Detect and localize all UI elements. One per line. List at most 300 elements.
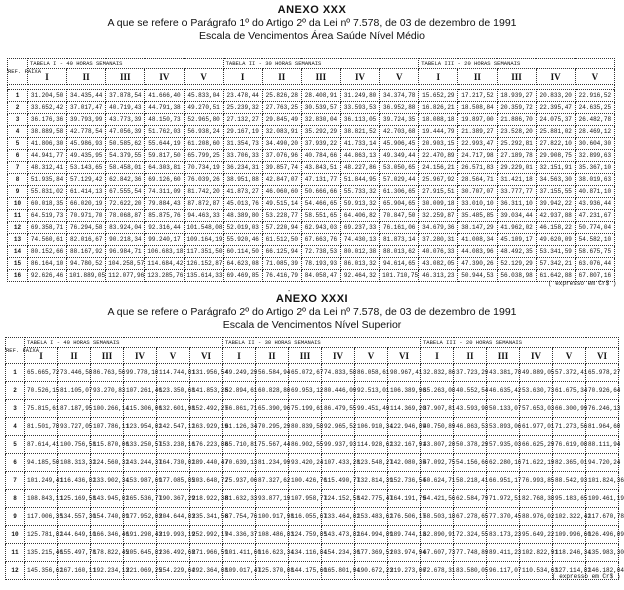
salary-cell: 49.515,14 bbox=[262, 198, 301, 210]
salary-cell: 80.839,58 bbox=[289, 418, 322, 436]
salary-cell: 61.642,88 bbox=[536, 270, 575, 282]
salary-cell: 133.902,34 bbox=[91, 472, 124, 490]
table-row bbox=[8, 90, 615, 102]
salary-cell: 135.614,33 bbox=[184, 270, 223, 282]
salary-cell: 67.807,16 bbox=[575, 270, 614, 282]
salary-cell: 45.833,04 bbox=[184, 90, 223, 102]
column-header: V bbox=[553, 348, 586, 364]
salary-cell: 72.678,31 bbox=[421, 562, 454, 580]
salary-cell: 114.928,62 bbox=[355, 436, 388, 454]
salary-cell: 98.967,41 bbox=[388, 364, 421, 382]
salary-cell: 93.270,83 bbox=[91, 382, 124, 400]
salary-cell: 50.666,66 bbox=[301, 186, 340, 198]
salary-cell: 48.492,35 bbox=[497, 246, 536, 258]
salary-cell: 143.945,02 bbox=[91, 490, 124, 508]
salary-cell: 34.563,30 bbox=[536, 174, 575, 186]
salary-cell: 65.799,25 bbox=[184, 150, 223, 162]
annex-scale: Escala de Vencimentos Nível Superior bbox=[222, 319, 402, 331]
salary-cell: 27.132,27 bbox=[223, 114, 262, 126]
salary-cell: 154.234,36 bbox=[322, 544, 355, 562]
salary-cell: 165.801,94 bbox=[322, 562, 355, 580]
salary-cell: 71.273,56 bbox=[553, 418, 586, 436]
salary-cell: 66.951,17 bbox=[487, 472, 520, 490]
ref-faixa-header: REF. FAIXA bbox=[8, 59, 28, 85]
salary-cell: 116.055,67 bbox=[289, 508, 322, 526]
salary-cell: 63.076,44 bbox=[575, 258, 614, 270]
salary-cell: 69.237,33 bbox=[341, 222, 380, 234]
salary-cell: 94.336,37 bbox=[223, 526, 256, 544]
salary-cell: 18.508,84 bbox=[458, 102, 497, 114]
salary-cell: 235.341,56 bbox=[190, 508, 223, 526]
salary-cell: 40.871,10 bbox=[575, 186, 614, 198]
level-cell: 10 bbox=[6, 526, 25, 544]
column-header: III bbox=[497, 69, 536, 85]
salary-table-annex-xxxi bbox=[5, 337, 624, 580]
level-cell: 6 bbox=[8, 150, 28, 162]
salary-cell: 48.227,86 bbox=[341, 162, 380, 174]
salary-cell: 95.649,22 bbox=[520, 526, 553, 544]
salary-cell: 80.152,66 bbox=[28, 246, 67, 258]
salary-cell: 74.311,09 bbox=[145, 186, 184, 198]
salary-cell: 100.917,98 bbox=[256, 508, 289, 526]
salary-cell: 94.185,50 bbox=[25, 454, 58, 472]
salary-cell: 92.626,46 bbox=[28, 270, 67, 282]
salary-cell: 33.706,33 bbox=[223, 150, 262, 162]
salary-cell: 37.878,54 bbox=[106, 90, 145, 102]
salary-cell: 61.512,50 bbox=[262, 234, 301, 246]
salary-cell: 32.830,04 bbox=[301, 114, 340, 126]
salary-cell: 204.644,83 bbox=[157, 508, 190, 526]
table-row bbox=[6, 490, 619, 508]
salary-cell: 35.367,10 bbox=[575, 162, 614, 174]
level-cell: 7 bbox=[8, 162, 28, 174]
salary-cell: 37.907,81 bbox=[421, 400, 454, 418]
salary-cell: 92.965,52 bbox=[322, 418, 355, 436]
table-row bbox=[8, 222, 615, 234]
salary-cell: 23.528,20 bbox=[497, 126, 536, 138]
salary-cell: 36.176,36 bbox=[28, 114, 67, 126]
level-cell: 4 bbox=[6, 418, 25, 436]
salary-cell: 81.234,99 bbox=[256, 454, 289, 472]
salary-cell: 108.313,32 bbox=[58, 454, 91, 472]
table-row bbox=[8, 126, 615, 138]
table-row bbox=[6, 382, 619, 400]
level-cell: 7 bbox=[6, 472, 25, 490]
table-row bbox=[8, 150, 615, 162]
salary-cell: 99.937,93 bbox=[322, 436, 355, 454]
salary-cell: 101.411,60 bbox=[223, 544, 256, 562]
salary-cell: 43.807,20 bbox=[421, 436, 454, 454]
salary-cell: 56.038,98 bbox=[497, 270, 536, 282]
salary-cell: 62.890,91 bbox=[421, 526, 454, 544]
salary-cell: 53.893,06 bbox=[487, 418, 520, 436]
salary-cell: 79.884,43 bbox=[145, 198, 184, 210]
salary-cell: 86.763,56 bbox=[91, 364, 124, 382]
salary-cell: 31.204,50 bbox=[28, 90, 67, 102]
salary-cell: 25.881,02 bbox=[536, 126, 575, 138]
table-row bbox=[6, 526, 619, 544]
salary-cell: 221.069,25 bbox=[124, 562, 157, 580]
salary-cell: 83.173,23 bbox=[487, 526, 520, 544]
salary-cell: 88.976,02 bbox=[520, 508, 553, 526]
ref-faixa-header: REF. FAIXA bbox=[6, 338, 25, 364]
salary-cell: 45.013,76 bbox=[223, 198, 262, 210]
salary-cell: 25.292,81 bbox=[497, 138, 536, 150]
salary-cell: 24.635,25 bbox=[575, 102, 614, 114]
salary-cell: 47.131,77 bbox=[301, 174, 340, 186]
salary-cell: 72.738,53 bbox=[301, 246, 340, 258]
salary-cell: 127.114,82 bbox=[553, 562, 586, 580]
salary-cell: 189.744,13 bbox=[388, 526, 421, 544]
column-header: I bbox=[223, 69, 262, 85]
table-group-header: TABELA III - 20 HORAS SEMANAIS bbox=[419, 59, 615, 69]
salary-cell: 82.365,01 bbox=[553, 454, 586, 472]
salary-cell: 39.034,44 bbox=[497, 210, 536, 222]
salary-cell: 122.946,89 bbox=[388, 418, 421, 436]
salary-cell: 33.593,53 bbox=[341, 102, 380, 114]
salary-cell: 144.649,10 bbox=[58, 526, 91, 544]
level-cell: 13 bbox=[8, 234, 28, 246]
salary-cell: 76.246,13 bbox=[586, 400, 619, 418]
salary-cell: 94.463,33 bbox=[184, 210, 223, 222]
salary-cell: 40.552,54 bbox=[454, 382, 487, 400]
salary-cell: 44.941,77 bbox=[28, 150, 67, 162]
salary-cell: 27.189,78 bbox=[497, 150, 536, 162]
salary-cell: 53.341,59 bbox=[536, 246, 575, 258]
salary-cell: 43.381,78 bbox=[487, 364, 520, 382]
salary-cell: 44.083,96 bbox=[458, 246, 497, 258]
salary-cell: 67.663,76 bbox=[301, 234, 340, 246]
salary-cell: 32.259,87 bbox=[419, 210, 458, 222]
salary-cell: 36.234,31 bbox=[223, 162, 262, 174]
salary-cell: 34.435,44 bbox=[67, 90, 106, 102]
salary-cell: 45.986,93 bbox=[67, 138, 106, 150]
salary-cell: 177.952,03 bbox=[124, 508, 157, 526]
salary-cell: 101.824,36 bbox=[586, 472, 619, 490]
salary-cell: 47.092,75 bbox=[421, 454, 454, 472]
salary-cell: 64.623,08 bbox=[223, 258, 262, 270]
salary-cell: 189.440,47 bbox=[190, 454, 223, 472]
level-cell: 5 bbox=[6, 436, 25, 454]
salary-cell: 22.470,89 bbox=[419, 150, 458, 162]
annex-scale: Escala de Vencimentos Área Saúde Nível Médio bbox=[199, 30, 425, 42]
salary-cell: 41.962,02 bbox=[497, 222, 536, 234]
currency-note: ( expresso em Cr$ ) bbox=[552, 573, 621, 580]
salary-cell: 100.426,76 bbox=[289, 472, 322, 490]
salary-cell: 176.223,88 bbox=[190, 436, 223, 454]
salary-cell: 41.733,14 bbox=[341, 138, 380, 150]
salary-cell: 39.857,74 bbox=[262, 162, 301, 174]
salary-cell: 70.971,70 bbox=[67, 210, 106, 222]
salary-cell: 167.160,11 bbox=[58, 562, 91, 580]
salary-cell: 116.436,82 bbox=[58, 472, 91, 490]
salary-cell: 27.915,51 bbox=[419, 186, 458, 198]
salary-cell: 142.080,35 bbox=[388, 454, 421, 472]
column-header: II bbox=[256, 348, 289, 364]
salary-cell: 107.261,46 bbox=[124, 382, 157, 400]
table-group-header: TABELA II - 30 HORAS SEMANAIS bbox=[223, 338, 421, 348]
salary-cell: 94.780,52 bbox=[67, 258, 106, 270]
salary-cell: 252.992,17 bbox=[190, 526, 223, 544]
salary-cell: 109.017,47 bbox=[223, 562, 256, 580]
salary-cell: 49.435,95 bbox=[67, 150, 106, 162]
salary-cell: 54.156,66 bbox=[454, 454, 487, 472]
salary-cell: 143.244,37 bbox=[124, 454, 157, 472]
salary-cell: 27.822,10 bbox=[536, 138, 575, 150]
salary-cell: 19.444,79 bbox=[419, 126, 458, 138]
salary-cell: 66.300,99 bbox=[553, 400, 586, 418]
salary-cell: 99.778,10 bbox=[124, 364, 157, 382]
salary-cell: 60.114,50 bbox=[223, 246, 262, 258]
level-cell: 6 bbox=[6, 454, 25, 472]
salary-cell: 61.675,34 bbox=[553, 382, 586, 400]
salary-cell: 24.717,98 bbox=[458, 150, 497, 162]
salary-cell: 37.939,22 bbox=[301, 138, 340, 150]
salary-cell: 75.199,61 bbox=[289, 400, 322, 418]
salary-cell: 18.088,18 bbox=[419, 114, 458, 126]
salary-cell: 81.742,20 bbox=[184, 186, 223, 198]
salary-cell: 87.872,87 bbox=[184, 198, 223, 210]
salary-cell: 153.987,69 bbox=[124, 472, 157, 490]
salary-cell: 82.768,38 bbox=[520, 490, 553, 508]
salary-cell: 86.058,61 bbox=[355, 364, 388, 382]
salary-cell: 109.461,19 bbox=[586, 490, 619, 508]
salary-cell: 81.632,33 bbox=[223, 490, 256, 508]
salary-cell: 25.239,32 bbox=[223, 102, 262, 114]
salary-cell: 41.008,34 bbox=[458, 234, 497, 246]
salary-cell: 49.270,51 bbox=[184, 102, 223, 114]
salary-cell: 92.316,44 bbox=[145, 222, 184, 234]
column-header: II bbox=[67, 69, 106, 85]
column-header: IV bbox=[124, 348, 157, 364]
salary-cell: 46.060,60 bbox=[262, 186, 301, 198]
salary-cell: 39.724,35 bbox=[380, 114, 419, 126]
salary-cell: 116.623,34 bbox=[256, 544, 289, 562]
salary-cell: 133.250,57 bbox=[124, 436, 157, 454]
salary-cell: 92.464,32 bbox=[341, 270, 380, 282]
table-group-header: TABELA III - 20 HORAS SEMANAIS bbox=[421, 338, 619, 348]
salary-cell: 53.630,73 bbox=[520, 382, 553, 400]
salary-cell: 190.367,29 bbox=[157, 490, 190, 508]
salary-cell: 46.635,42 bbox=[487, 382, 520, 400]
salary-cell: 51.762,03 bbox=[145, 126, 184, 138]
salary-cell: 74.430,13 bbox=[341, 234, 380, 246]
salary-cell: 37.017,47 bbox=[67, 102, 106, 114]
salary-cell: 219.993,19 bbox=[157, 526, 190, 544]
salary-cell: 31.354,73 bbox=[223, 138, 262, 150]
salary-cell: 20.833,20 bbox=[536, 90, 575, 102]
table-group-header: TABELA I - 40 HORAS SEMANAIS bbox=[28, 59, 224, 69]
salary-cell: 123.548,27 bbox=[355, 454, 388, 472]
salary-cell: 67.607,73 bbox=[421, 544, 454, 562]
salary-cell: 81.501,78 bbox=[25, 418, 58, 436]
salary-cell: 165.536,77 bbox=[124, 490, 157, 508]
salary-cell: 41.666,40 bbox=[145, 90, 184, 102]
salary-cell: 69.358,71 bbox=[28, 222, 67, 234]
salary-cell: 50.133,07 bbox=[487, 400, 520, 418]
salary-cell: 76.161,06 bbox=[380, 222, 419, 234]
salary-cell: 34.374,78 bbox=[380, 90, 419, 102]
salary-cell: 46.158,22 bbox=[536, 222, 575, 234]
salary-cell: 166.346,46 bbox=[91, 526, 124, 544]
salary-cell: 61.414,13 bbox=[67, 186, 106, 198]
level-cell: 9 bbox=[8, 186, 28, 198]
salary-cell: 96.984,71 bbox=[106, 246, 145, 258]
salary-cell: 20.359,72 bbox=[497, 102, 536, 114]
salary-cell: 29.229,01 bbox=[497, 162, 536, 174]
level-cell: 3 bbox=[8, 114, 28, 126]
salary-cell: 75.937,06 bbox=[223, 472, 256, 490]
salary-cell: 94.720,24 bbox=[586, 454, 619, 472]
level-cell: 15 bbox=[8, 258, 28, 270]
salary-cell: 24.075,37 bbox=[536, 114, 575, 126]
table-row bbox=[6, 454, 619, 472]
level-cell: 11 bbox=[8, 210, 28, 222]
salary-cell: 83.924,04 bbox=[106, 222, 145, 234]
salary-cell: 126.152,87 bbox=[184, 258, 223, 270]
salary-cell: 37.155,55 bbox=[536, 186, 575, 198]
salary-cell: 64.303,81 bbox=[145, 162, 184, 174]
salary-cell: 64.519,73 bbox=[28, 210, 67, 222]
salary-cell: 102.822,91 bbox=[520, 544, 553, 562]
column-header: II bbox=[454, 348, 487, 364]
column-header: III bbox=[487, 348, 520, 364]
salary-cell: 65.390,96 bbox=[256, 400, 289, 418]
salary-cell: 30.604,30 bbox=[575, 138, 614, 150]
salary-cell: 42.778,54 bbox=[67, 126, 106, 138]
salary-cell: 50.585,62 bbox=[106, 138, 145, 150]
salary-cell: 33.777,77 bbox=[497, 186, 536, 198]
column-header: V bbox=[380, 69, 419, 85]
salary-cell: 124.759,85 bbox=[289, 526, 322, 544]
column-header: I bbox=[25, 348, 58, 364]
salary-cell: 106.683,18 bbox=[145, 246, 184, 258]
salary-cell: 32.832,86 bbox=[421, 364, 454, 382]
salary-cell: 58.218,41 bbox=[454, 472, 487, 490]
annex-subtitle: A que se refere o Parágrafo 1º do Artigo 2º da Lei nº 7.578, de 03 de dezembro de 1991 bbox=[107, 17, 517, 29]
table-row bbox=[6, 544, 619, 562]
salary-cell: 176.506,17 bbox=[388, 508, 421, 526]
salary-cell: 22.395,47 bbox=[536, 102, 575, 114]
salary-cell: 93.420,24 bbox=[289, 454, 322, 472]
salary-cell: 76.294,58 bbox=[67, 222, 106, 234]
salary-cell: 69.953,12 bbox=[289, 382, 322, 400]
salary-cell: 57.220,94 bbox=[262, 222, 301, 234]
column-header: I bbox=[223, 348, 256, 364]
salary-cell: 134.116,84 bbox=[289, 544, 322, 562]
column-header: V bbox=[575, 69, 614, 85]
salary-cell: 48.389,80 bbox=[223, 210, 262, 222]
salary-cell: 87.187,95 bbox=[58, 400, 91, 418]
salary-cell: 56.938,24 bbox=[184, 126, 223, 138]
salary-cell: 36.311,10 bbox=[497, 198, 536, 210]
salary-cell: 49.249,29 bbox=[223, 364, 256, 382]
salary-cell: 41.806,30 bbox=[28, 138, 67, 150]
salary-cell: 43.082,05 bbox=[419, 258, 458, 270]
salary-cell: 152.492,27 bbox=[190, 400, 223, 418]
salary-cell: 57.372,41 bbox=[553, 364, 586, 382]
level-cell: 3 bbox=[6, 400, 25, 418]
salary-cell: 163.929,19 bbox=[190, 418, 223, 436]
salary-cell: 123.350,68 bbox=[157, 382, 190, 400]
column-header: V bbox=[355, 348, 388, 364]
salary-cell: 82.016,67 bbox=[67, 234, 106, 246]
salary-cell: 42.703,68 bbox=[380, 126, 419, 138]
salary-cell: 58.503,18 bbox=[421, 508, 454, 526]
salary-cell: 90.218,34 bbox=[106, 234, 145, 246]
table-row bbox=[8, 258, 615, 270]
salary-cell: 40.784,66 bbox=[301, 150, 340, 162]
salary-cell: 58.675,75 bbox=[575, 246, 614, 258]
salary-cell: 88.167,92 bbox=[67, 246, 106, 258]
salary-cell: 117.351,50 bbox=[184, 246, 223, 258]
salary-cell: 43.843,51 bbox=[301, 162, 340, 174]
salary-cell: 57.935,03 bbox=[487, 436, 520, 454]
salary-cell: 117.670,78 bbox=[586, 508, 619, 526]
salary-cell: 70.295,29 bbox=[256, 418, 289, 436]
salary-cell: 89.411,23 bbox=[487, 544, 520, 562]
level-cell: 5 bbox=[8, 138, 28, 150]
salary-cell: 87.614,41 bbox=[25, 436, 58, 454]
salary-cell: 54.582,10 bbox=[575, 234, 614, 246]
salary-cell: 124.152,58 bbox=[322, 490, 355, 508]
salary-cell: 99.240,17 bbox=[145, 234, 184, 246]
table-row bbox=[8, 174, 615, 186]
table-row bbox=[8, 246, 615, 258]
salary-cell: 62.280,16 bbox=[487, 454, 520, 472]
salary-cell: 123.954,02 bbox=[124, 418, 157, 436]
salary-cell: 69.126,60 bbox=[145, 174, 184, 186]
level-cell: 12 bbox=[8, 222, 28, 234]
salary-cell: 95.183,65 bbox=[553, 490, 586, 508]
salary-cell: 66.125,94 bbox=[262, 246, 301, 258]
salary-cell: 42.847,07 bbox=[262, 174, 301, 186]
salary-cell: 135.983,30 bbox=[586, 544, 619, 562]
salary-cell: 114.744,81 bbox=[157, 364, 190, 382]
salary-cell: 164.994,89 bbox=[355, 526, 388, 544]
salary-cell: 60.828,80 bbox=[256, 382, 289, 400]
salary-cell: 101.710,75 bbox=[380, 270, 419, 282]
salary-cell: 115.306,06 bbox=[124, 400, 157, 418]
table-row bbox=[6, 562, 619, 580]
salary-cell: 87.754,76 bbox=[223, 508, 256, 526]
salary-cell: 22.993,47 bbox=[458, 138, 497, 150]
salary-cell: 66.625,29 bbox=[520, 436, 553, 454]
salary-cell: 75.567,44 bbox=[256, 436, 289, 454]
salary-cell: 61.126,34 bbox=[223, 418, 256, 436]
salary-cell: 61.208,60 bbox=[184, 138, 223, 150]
salary-cell: 40.076,33 bbox=[419, 246, 458, 258]
salary-cell: 38.821,52 bbox=[341, 126, 380, 138]
salary-cell: 55.831,02 bbox=[28, 186, 67, 198]
column-header: IV bbox=[322, 348, 355, 364]
salary-cell: 39.793,99 bbox=[67, 114, 106, 126]
salary-cell: 101.548,08 bbox=[184, 222, 223, 234]
salary-cell: 125.781,82 bbox=[25, 526, 58, 544]
salary-cell: 115.490,77 bbox=[322, 472, 355, 490]
salary-cell: 29.845,49 bbox=[262, 114, 301, 126]
salary-cell: 154.740,89 bbox=[91, 508, 124, 526]
salary-cell: 83.580,05 bbox=[454, 562, 487, 580]
salary-cell: 81.964,60 bbox=[586, 418, 619, 436]
column-header: VI bbox=[388, 348, 421, 364]
salary-cell: 32.899,63 bbox=[575, 150, 614, 162]
column-header: IV bbox=[536, 69, 575, 85]
salary-cell: 22.916,52 bbox=[575, 90, 614, 102]
salary-cell: 43.593,98 bbox=[454, 400, 487, 418]
salary-cell: 84.058,47 bbox=[301, 270, 340, 282]
salary-cell: 57.653,03 bbox=[520, 400, 553, 418]
